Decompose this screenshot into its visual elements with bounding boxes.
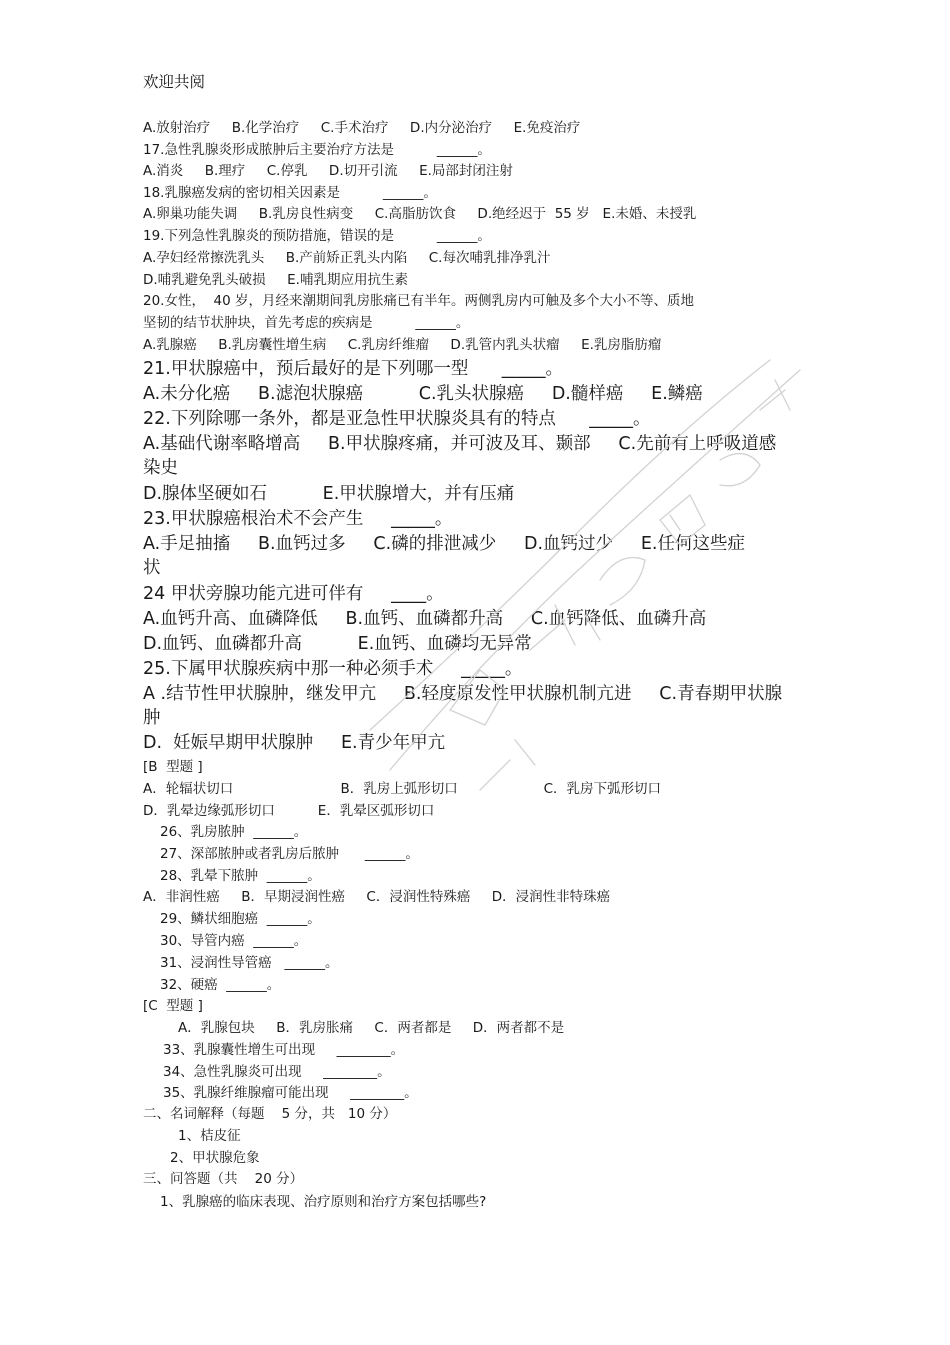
b-group2-options: A．非润性癌 B．早期浸润性癌 C．浸润性特殊癌 D．浸润性非特珠癌 bbox=[143, 889, 611, 905]
q19-options-1: A.孕妇经常擦洗乳头 B.产前矫正乳头内陷 C.每次哺乳排净乳汁 bbox=[143, 250, 551, 266]
q25-options-1-cont: 肿 bbox=[143, 708, 161, 728]
q22-options-1-cont: 染史 bbox=[143, 458, 178, 478]
b-group1-options-1: A．轮辐状切口 B．乳房上弧形切口 C．乳房下弧形切口 bbox=[143, 781, 662, 797]
q19-question: 19.下列急性乳腺炎的预防措施，错误的是 ______。 bbox=[143, 228, 491, 244]
q17-question: 17.急性乳腺炎形成脓肿后主要治疗方法是 ______。 bbox=[143, 142, 491, 158]
q24-question: 24 甲状旁腺功能亢进可伴有 ____。 bbox=[143, 584, 444, 604]
q32-question: 32、硬癌 ______。 bbox=[160, 977, 281, 993]
term-2: 2、甲状腺危象 bbox=[170, 1150, 260, 1166]
q22-options-1: A.基础代谢率略增高 B.甲状腺疼痛，并可波及耳、颞部 C.先前有上呼吸道感 bbox=[143, 434, 777, 454]
q21-options: A.未分化癌 B.滤泡状腺癌 C.乳头状腺癌 D.髓样癌 E.鳞癌 bbox=[143, 384, 703, 404]
page-header: 欢迎共阅 bbox=[143, 73, 206, 91]
q20-options: A.乳腺癌 B.乳房囊性增生病 C.乳房纤维瘤 D.乳管内乳头状瘤 E.乳房脂肪瘤 bbox=[143, 337, 662, 353]
q23-options: A.手足抽搐 B.血钙过多 C.磷的排泄减少 D.血钙过少 E.任何这些症 bbox=[143, 534, 745, 554]
q21-question: 21.甲状腺癌中，预后最好的是下列哪一型 _____。 bbox=[143, 359, 563, 379]
q27-question: 27、深部脓肿或者乳房后脓肿 ______。 bbox=[160, 846, 419, 862]
q30-question: 30、导管内癌 ______。 bbox=[160, 933, 308, 949]
q34-question: 34、急性乳腺炎可出现 ________。 bbox=[163, 1064, 391, 1080]
q26-question: 26、乳房脓肿 ______。 bbox=[160, 824, 308, 840]
section-b-heading: [B 型题 ] bbox=[143, 759, 203, 775]
q18-options: A.卵巢功能失调 B.乳房良性病变 C.高脂肪饮食 D.绝经迟于 55 岁 E.未婚、未授乳 bbox=[143, 206, 697, 222]
c-options: A．乳腺包块 B．乳房胀痛 C．两者都是 D．两者都不是 bbox=[178, 1020, 565, 1036]
q25-options-1: A .结节性甲状腺肿，继发甲亢 B.轻度原发性甲状腺机制亢进 C.青春期甲状腺 bbox=[143, 684, 783, 704]
q22-options-2: D.腺体坚硬如石 E.甲状腺增大，并有压痛 bbox=[143, 484, 515, 504]
q18-question: 18.乳腺癌发病的密切相关因素是 ______。 bbox=[143, 185, 437, 201]
q35-question: 35、乳腺纤维腺瘤可能出现 ________。 bbox=[163, 1085, 418, 1101]
q33-question: 33、乳腺囊性增生可出现 ________。 bbox=[163, 1042, 405, 1058]
q24-options-1: A.血钙升高、血磷降低 B.血钙、血磷都升高 C.血钙降低、血磷升高 bbox=[143, 609, 707, 629]
essay-question-1: 1、乳腺癌的临床表现、治疗原则和治疗方案包括哪些? bbox=[160, 1194, 487, 1210]
q23-question: 23.甲状腺癌根治术不会产生 _____。 bbox=[143, 509, 453, 529]
q16-options: A.放射治疗 B.化学治疗 C.手术治疗 D.内分泌治疗 E.免疫治疗 bbox=[143, 120, 581, 136]
q25-options-2: D. 妊娠早期甲状腺肿 E.青少年甲亢 bbox=[143, 733, 446, 753]
q31-question: 31、浸润性导管癌 ______。 bbox=[160, 955, 339, 971]
b-group1-options-2: D．乳晕边缘弧形切口 E．乳晕区弧形切口 bbox=[143, 803, 435, 819]
section-c-heading: [C 型题 ] bbox=[143, 998, 203, 1014]
q17-options: A.消炎 B.理疗 C.停乳 D.切开引流 E.局部封闭注射 bbox=[143, 163, 513, 179]
q20-question-1: 20.女性， 40 岁，月经来潮期间乳房胀痛已有半年。两侧乳房内可触及多个大小不等、质地 bbox=[143, 293, 695, 309]
section-3-heading: 三、问答题（共 20 分） bbox=[143, 1171, 304, 1187]
q20-question-2: 坚韧的结节状肿块，首先考虑的疾病是 ______。 bbox=[143, 315, 470, 331]
q29-question: 29、鳞状细胞癌 ______。 bbox=[160, 911, 321, 927]
q23-options-cont: 状 bbox=[143, 558, 161, 578]
q22-question: 22.下列除哪一条外，都是亚急性甲状腺炎具有的特点 _____。 bbox=[143, 409, 651, 429]
q19-options-2: D.哺乳避免乳头破损 E.哺乳期应用抗生素 bbox=[143, 272, 408, 288]
q28-question: 28、乳晕下脓肿 ______。 bbox=[160, 868, 321, 884]
q25-question: 25.下属甲状腺疾病中那一种必须手术 _____。 bbox=[143, 659, 523, 679]
term-1: 1、桔皮征 bbox=[178, 1128, 241, 1144]
section-2-heading: 二、名词解释（每题 5 分，共 10 分） bbox=[143, 1106, 397, 1122]
q24-options-2: D.血钙、血磷都升高 E.血钙、血磷均无异常 bbox=[143, 634, 532, 654]
